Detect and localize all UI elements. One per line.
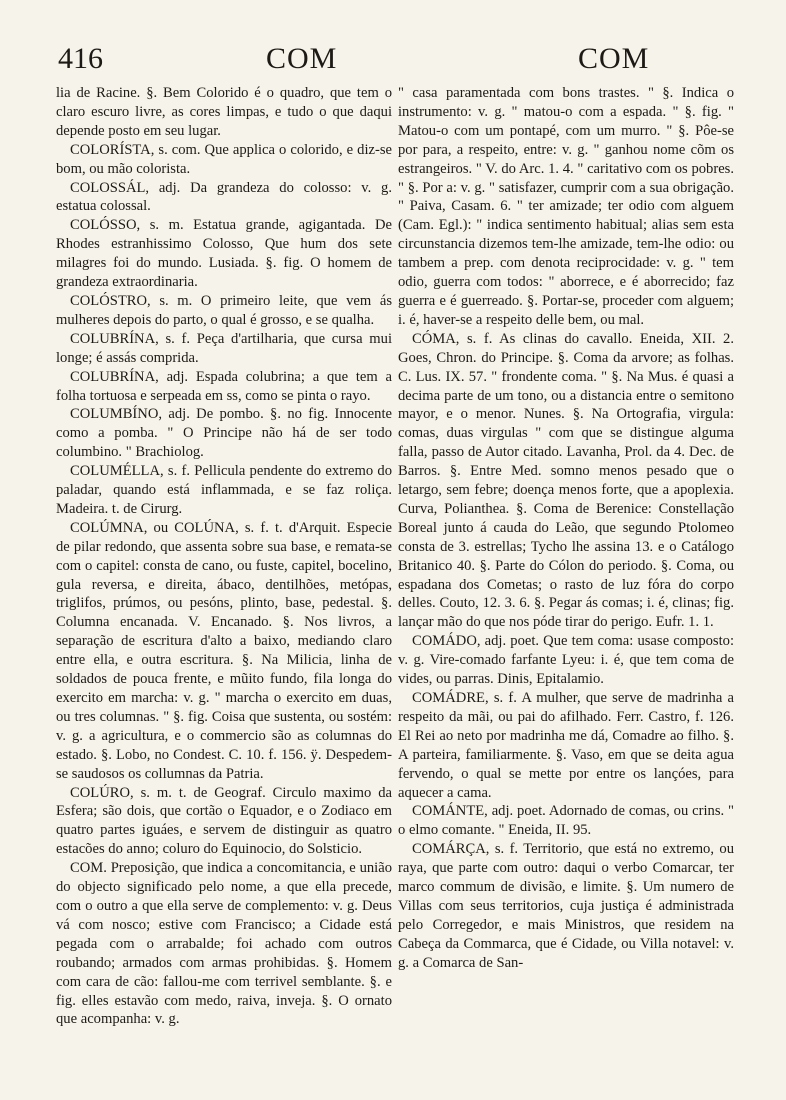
left-headword: COM [266,42,338,75]
entry-colossal: COLOSSÁL, adj. Da grandeza do colosso: v. g. estatua colossal. [56,179,392,215]
entry-comante: COMÁNTE, adj. poet. Adornado de comas, ou crins. " o elmo comante. " Eneida, II. 95. [398,803,734,839]
entry-com: COM. Preposição, que indica a concomitancia, e união do objecto significado pelo nome, a que ella precede, com o outro a que ella serve de complemento: v. g. Deus vá com nosco; estive com Francisco; a Cidade está pegada com o arrabalde; foi achado com outros roubando; armados com armas prohibidas. §. Homem com cara de cão: fallou-me com terrivel semblante. §. e fig. elles estavão com medo, raiva, inveja. §. O ornato que acompanha: v. g. [56,860,392,1028]
page-header [40,40,752,84]
right-headword: COM [578,42,650,75]
entry-colorido-continuation: lia de Racine. §. Bem Colorido é o quadro, que tem o claro escuro livre, as cores limpas, e tudo o que daqui depende posto em seu lugar. [56,85,392,139]
entry-coma: CÓMA, s. f. As clinas do cavallo. Eneida, XII. 2. Goes, Chron. do Principe. §. Coma da arvore; as folhas. C. Lus. IX. 57. " frondente coma. " §. Na Mus. é quasi a decima parte de um tono, ou a distancia entre o semitono mayor, e o menor. Nunes. §. Na Ortografia, virgula: comas, duas virgulas " com que se distingue alguma falla, passo de Autor citado. Lavanha, Prol. da 4. Dec. de Barros. §. Entre Med. somno menos pesado que o letargo, sem febre; doença menos forte, que a apoplexia. Curva, Polianthea. §. Coma de Berenice: Constellação Boreal junto á cauda do Leão, que segundo Ptolomeo consta de 3. estrellas; Tycho lhe assina 13. e o Catálogo Britanico 40. §. Parte do Cólon do periodo. §. Coma, ou espadana dos Cometas; o rasto de luz fóra do corpo delles. Couto, 12. 3. 6. §. Pegar ás comas; i. é, clinas; fig. lançar mão do que nos póde tirar do perigo. Eufr. 1. 1. [398,330,734,631]
left-column [56,84,392,1029]
entry-columna: COLÚMNA, ou COLÚNA, s. f. t. d'Arquit. Especie de pilar redondo, que assenta sobre sua base, e remata-se com o capitel: consta de cano, ou fuste, capitel, bocelino, gula reversa, e direita, ábaco, dentilhões, metópas, triglifos, prúmos, ou pesóns, plinto, base, pedestal. §. Columna encanada. V. Encanado. §. Nos livros, a separação de escritura d'alto a baixo, mediando claro entre ella, e outra escritura. §. Na Milicia, linha de soldados de pouca frente, e mũito fundo, fila longa do exercito em marcha: v. g. " marcha o exercito em duas, ou tres columnas. " §. fig. Coisa que sustenta, ou sostém: v. g. a agricultura, e o commercio são as columnas do estado. §. Lobo, no Condest. C. 10. f. 156. ÿ. Despedem-se saudosos os collumnas da Patria. [56,519,392,782]
entry-colostro: COLÓSTRO, s. m. O primeiro leite, que vem ás mulheres depois do parto, o qual é grosso, e se qualha. [56,292,392,328]
entry-colubrina-noun: COLUBRÍNA, s. f. Peça d'artilharia, que cursa mui longe; é assás comprida. [56,330,392,366]
entry-colosso: COLÓSSO, s. m. Estatua grande, agigantada. De Rhodes estranhissimo Colosso, Que hum dos sete milagres foi do mundo. Lusiada. §. fig. O homem de grandeza extraordinaria. [56,217,392,291]
entry-com-continuation: " casa paramentada com bons trastes. " §. Indica o instrumento: v. g. " matou-o com a espada. " §. fig. " Matou-o com um pontapé, com um murro. " §. Pôe-se por para, a respeito, entre: v. g. " ganhou nome cõm os estrangeiros. " V. do Arc. 1. 4. " caritativo com os pobres. " §. Por a: v. g. " satisfazer, cumprir com a sua obrigação. " Paiva, Casam. 6. " ter amizade; ter odio com alguem (Cam. Egl.): " indica sentimento habitual; alias sem esta circunstancia dizemos tem-lhe amizade, tem-lhe odio: ou tambem a prep. com denota reciprocidade: v. g. " tem odio, guerra com todos: " aborrece, e é aborrecido; faz guerra e é guerreado. §. Portar-se, proceder com alguem; i. é, haver-se a respeito delle bem, ou mal. [398,85,734,328]
entry-comado: COMÁDO, adj. poet. Que tem coma: usase composto: v. g. Vire-comado farfante Lyeu: i. é, que tem coma de vides, ou parras. Dinis, Epitalamio. [398,633,734,688]
entry-colorista: COLORÍSTA, s. com. Que applica o colorido, e diz-se bom, ou mão colorista. [56,141,392,177]
right-column [398,84,734,973]
entry-colubrina-adj: COLUBRÍNA, adj. Espada colubrina; a que tem a folha tortuosa e serpeada em ss, como se pinta o rayo. [56,368,392,404]
entry-columbino: COLUMBÍNO, adj. De pombo. §. no fig. Innocente como a pomba. " O Principe não há de ser todo columbino. " Brachiolog. [56,406,392,461]
entry-comarca: COMÁRÇA, s. f. Territorio, que está no extremo, ou raya, que parte com outro: daqui o verbo Comarcar, ter marco commum de divisão, e limite. §. Um numero de Villas com seus territorios, cuja justiça é administrada pelo Corregedor, e mais Ministros, que residem na Cabeça da Commarca, que é Cidade, ou Villa notavel: v. g. a Comarca de San- [398,841,734,971]
entry-coluro: COLÚRO, s. m. t. de Geograf. Circulo maximo da Esfera; são dois, que cortão o Equador, e o Zodiaco em quatro partes iguáes, e servem de distinguir as quatro estacões do anno; coluro do Equinocio, do Solsticio. [56,784,392,858]
page-number: 416 [58,42,103,75]
entry-comadre: COMÁDRE, s. f. A mulher, que serve de madrinha a respeito da mãi, ou pai do afilhado. Ferr. Castro, f. 126. El Rei ao neto por madrinha me dá, Comadre ao filho. §. A parteira, familiarmente. §. Vaso, em que se deita agua fervendo, o qual se mette por entre os lançóes, para aquecer a cama. [398,690,734,801]
entry-columella: COLUMÉLLA, s. f. Pellicula pendente do extremo do paladar, quando está inflammada, e se faz roliça. Madeira. t. de Cirurg. [56,463,392,517]
